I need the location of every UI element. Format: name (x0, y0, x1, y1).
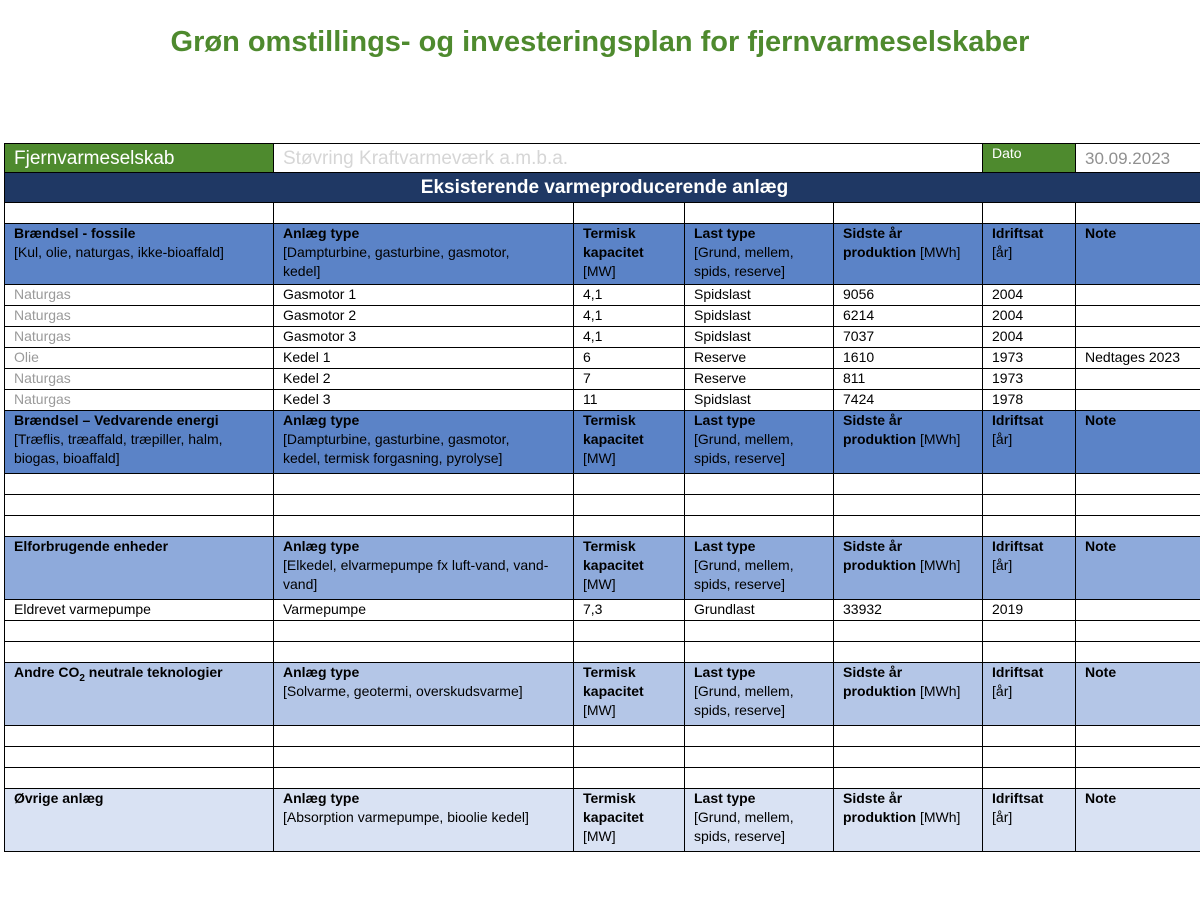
group-title-cell (5, 663, 274, 726)
plant-type-cell[interactable]: Gasmotor 3 (274, 327, 574, 348)
empty-cell[interactable] (574, 768, 685, 789)
type-header-label: Anlæg type (283, 538, 360, 554)
load-header (685, 663, 834, 726)
production-header (834, 411, 983, 474)
capacity-header-unit: [MW] (583, 263, 616, 279)
note-cell[interactable] (1076, 306, 1200, 327)
empty-cell[interactable] (5, 621, 274, 642)
empty-cell[interactable] (1076, 621, 1200, 642)
production-cell[interactable]: 7424 (834, 390, 983, 411)
capacity-cell[interactable]: 6 (574, 348, 685, 369)
production-cell[interactable]: 33932 (834, 600, 983, 621)
note-header-label: Note (1085, 225, 1117, 241)
capacity-header-label: Termisk (583, 664, 636, 680)
load-header-sub: [Grund, mellem, (694, 809, 794, 825)
production-header (834, 789, 983, 852)
group-title-cell (5, 537, 274, 600)
empty-cell[interactable] (1076, 642, 1200, 663)
capacity-header-label: kapacitet (583, 244, 644, 260)
production-cell[interactable]: 1610 (834, 348, 983, 369)
year-header-unit: [år] (992, 557, 1013, 573)
capacity-header-label: kapacitet (583, 557, 644, 573)
plant-type-cell[interactable]: Varmepumpe (274, 600, 574, 621)
year-cell[interactable]: 2004 (983, 285, 1076, 306)
plant-type-cell[interactable]: Kedel 3 (274, 390, 574, 411)
year-header (983, 663, 1076, 726)
empty-cell[interactable] (274, 495, 574, 516)
production-header (834, 663, 983, 726)
year-header-label: Idriftsat (992, 664, 1044, 680)
capacity-header-label: kapacitet (583, 809, 644, 825)
group-header-elforbrug (5, 537, 1200, 600)
empty-cell[interactable] (834, 474, 983, 495)
year-header-unit: [år] (992, 431, 1013, 447)
production-cell[interactable]: 7037 (834, 327, 983, 348)
capacity-header-unit: [MW] (583, 702, 616, 718)
group-title: Brændsel - fossile (14, 225, 136, 241)
year-cell[interactable]: 1978 (983, 390, 1076, 411)
empty-cell[interactable] (5, 726, 274, 747)
note-header (1076, 537, 1200, 600)
load-header (685, 411, 834, 474)
empty-row (5, 726, 1200, 747)
group-header-vedvarende (5, 411, 1200, 474)
empty-cell[interactable] (1076, 768, 1200, 789)
empty-cell[interactable] (5, 768, 274, 789)
empty-cell[interactable] (834, 768, 983, 789)
empty-cell[interactable] (574, 495, 685, 516)
note-header (1076, 224, 1200, 285)
load-type-cell[interactable]: Spidslast (685, 327, 834, 348)
capacity-header (574, 411, 685, 474)
type-header-sub: [Elkedel, elvarmepumpe fx luft-vand, vand- (283, 557, 549, 573)
table-row (5, 369, 1200, 390)
type-header (274, 411, 574, 474)
note-header-label: Note (1085, 412, 1117, 428)
type-header (274, 663, 574, 726)
load-header-label: Last type (694, 790, 756, 806)
empty-cell[interactable] (274, 203, 574, 224)
empty-row (5, 747, 1200, 768)
note-header (1076, 789, 1200, 852)
empty-cell[interactable] (834, 203, 983, 224)
empty-cell[interactable] (983, 621, 1076, 642)
group-title-cell (5, 789, 274, 852)
empty-cell[interactable] (274, 642, 574, 663)
production-header-unit: [MWh] (920, 683, 961, 699)
empty-cell[interactable] (685, 621, 834, 642)
empty-cell[interactable] (5, 642, 274, 663)
year-header-unit: [år] (992, 809, 1013, 825)
load-header-sub: spids, reserve] (694, 450, 786, 466)
fuel-cell[interactable]: Naturgas (5, 369, 274, 390)
empty-cell[interactable] (685, 747, 834, 768)
note-cell[interactable] (1076, 369, 1200, 390)
empty-cell[interactable] (274, 726, 574, 747)
page-title: Grøn omstillings- og investeringsplan for fjernvarmeselskaber (170, 26, 1030, 58)
production-header (834, 537, 983, 600)
capacity-header-label: kapacitet (583, 683, 644, 699)
load-header-sub: spids, reserve] (694, 576, 786, 592)
load-type-cell[interactable]: Spidslast (685, 390, 834, 411)
year-header (983, 789, 1076, 852)
empty-cell[interactable] (983, 747, 1076, 768)
empty-cell[interactable] (1076, 474, 1200, 495)
fuel-cell[interactable]: Naturgas (5, 390, 274, 411)
elforbrug-rows (5, 600, 1200, 621)
type-header-sub: kedel] (283, 263, 321, 279)
year-header-label: Idriftsat (992, 412, 1044, 428)
empty-row (5, 516, 1200, 537)
load-header-sub: spids, reserve] (694, 702, 786, 718)
production-header-unit: [MWh] (920, 809, 961, 825)
load-header-sub: spids, reserve] (694, 828, 786, 844)
load-header-label: Last type (694, 664, 756, 680)
empty-cell[interactable] (574, 747, 685, 768)
capacity-cell[interactable]: 11 (574, 390, 685, 411)
load-type-cell[interactable]: Reserve (685, 348, 834, 369)
table-row (5, 600, 1200, 621)
group-title-cell (5, 224, 274, 285)
company-label: Fjernvarmeselskab (5, 144, 274, 173)
capacity-header-label: Termisk (583, 538, 636, 554)
load-header-sub: [Grund, mellem, (694, 431, 794, 447)
year-cell[interactable]: 2019 (983, 600, 1076, 621)
andre-rows (5, 726, 1200, 789)
production-header-label: Sidste år (843, 664, 903, 680)
empty-cell[interactable] (274, 516, 574, 537)
load-header (685, 224, 834, 285)
date-field[interactable]: 30.09.2023 (1076, 144, 1200, 173)
capacity-header-label: kapacitet (583, 431, 644, 447)
group-subtitle: biogas, bioaffald] (14, 450, 120, 466)
load-header-label: Last type (694, 538, 756, 554)
elforbrug-blank-rows (5, 621, 1200, 663)
production-header-label: produktion (843, 683, 917, 699)
type-header-label: Anlæg type (283, 664, 360, 680)
load-type-cell[interactable]: Spidslast (685, 285, 834, 306)
capacity-cell[interactable]: 7,3 (574, 600, 685, 621)
empty-cell[interactable] (685, 726, 834, 747)
empty-cell[interactable] (5, 747, 274, 768)
empty-row (5, 203, 1200, 224)
empty-row (5, 495, 1200, 516)
fuel-cell[interactable]: Eldrevet varmepumpe (5, 600, 274, 621)
empty-cell[interactable] (983, 203, 1076, 224)
empty-cell[interactable] (574, 726, 685, 747)
empty-cell[interactable] (834, 726, 983, 747)
type-header (274, 789, 574, 852)
year-header-label: Idriftsat (992, 790, 1044, 806)
type-header-sub: kedel, termisk forgasning, pyrolyse] (283, 450, 503, 466)
empty-cell[interactable] (685, 768, 834, 789)
capacity-header-label: Termisk (583, 412, 636, 428)
group-subtitle: [Træflis, træaffald, træpiller, halm, (14, 431, 223, 447)
empty-cell[interactable] (834, 516, 983, 537)
type-header-sub: [Dampturbine, gasturbine, gasmotor, (283, 431, 510, 447)
load-type-cell[interactable]: Grundlast (685, 600, 834, 621)
empty-cell[interactable] (834, 495, 983, 516)
plant-type-cell[interactable]: Gasmotor 1 (274, 285, 574, 306)
empty-row (5, 642, 1200, 663)
load-type-cell[interactable]: Reserve (685, 369, 834, 390)
table-row (5, 390, 1200, 411)
capacity-header-label: Termisk (583, 225, 636, 241)
year-header (983, 537, 1076, 600)
empty-cell[interactable] (983, 726, 1076, 747)
table-row (5, 348, 1200, 369)
empty-cell[interactable] (1076, 203, 1200, 224)
empty-cell[interactable] (274, 768, 574, 789)
group-title: neutrale teknologier (84, 664, 223, 680)
empty-cell[interactable] (834, 642, 983, 663)
year-header (983, 411, 1076, 474)
empty-cell[interactable] (5, 203, 274, 224)
production-header-label: produktion (843, 809, 917, 825)
empty-cell[interactable] (1076, 516, 1200, 537)
empty-cell[interactable] (983, 516, 1076, 537)
vedvarende-rows (5, 474, 1200, 537)
capacity-header-unit: [MW] (583, 828, 616, 844)
load-header-label: Last type (694, 225, 756, 241)
plant-type-cell[interactable]: Kedel 2 (274, 369, 574, 390)
capacity-header (574, 537, 685, 600)
note-cell[interactable]: Nedtages 2023 (1076, 348, 1200, 369)
group-subtitle: [Kul, olie, naturgas, ikke-bioaffald] (14, 244, 224, 260)
plant-type-cell[interactable]: Kedel 1 (274, 348, 574, 369)
note-header-label: Note (1085, 664, 1117, 680)
empty-cell[interactable] (574, 203, 685, 224)
group-title: Andre CO (14, 664, 80, 680)
production-header-label: produktion (843, 431, 917, 447)
production-header-label: produktion (843, 557, 917, 573)
production-cell[interactable]: 811 (834, 369, 983, 390)
section-title-row (5, 173, 1200, 203)
group-header-andre (5, 663, 1200, 726)
year-cell[interactable]: 2004 (983, 306, 1076, 327)
capacity-header-unit: [MW] (583, 450, 616, 466)
load-header-label: Last type (694, 412, 756, 428)
production-cell[interactable]: 6214 (834, 306, 983, 327)
company-header-row (5, 144, 1200, 173)
empty-cell[interactable] (574, 621, 685, 642)
note-cell[interactable] (1076, 600, 1200, 621)
type-header-sub: [Dampturbine, gasturbine, gasmotor, (283, 244, 510, 260)
group-title-cell (5, 411, 274, 474)
fuel-cell[interactable]: Naturgas (5, 285, 274, 306)
capacity-cell[interactable]: 7 (574, 369, 685, 390)
note-header-label: Note (1085, 790, 1117, 806)
production-header-label: Sidste år (843, 412, 903, 428)
empty-cell[interactable] (574, 516, 685, 537)
fuel-cell[interactable]: Olie (5, 348, 274, 369)
empty-cell[interactable] (1076, 747, 1200, 768)
type-header-sub: vand] (283, 576, 318, 592)
empty-row (5, 621, 1200, 642)
empty-row (5, 768, 1200, 789)
empty-cell[interactable] (685, 642, 834, 663)
capacity-header (574, 224, 685, 285)
empty-cell[interactable] (983, 474, 1076, 495)
capacity-header (574, 789, 685, 852)
type-header (274, 537, 574, 600)
year-header-label: Idriftsat (992, 538, 1044, 554)
production-header (834, 224, 983, 285)
empty-row (5, 474, 1200, 495)
table-row (5, 285, 1200, 306)
production-header-unit: [MWh] (920, 244, 961, 260)
type-header-label: Anlæg type (283, 790, 360, 806)
empty-cell[interactable] (5, 495, 274, 516)
empty-cell[interactable] (983, 768, 1076, 789)
empty-cell[interactable] (274, 474, 574, 495)
empty-cell[interactable] (834, 747, 983, 768)
load-header-sub: [Grund, mellem, (694, 557, 794, 573)
empty-cell[interactable] (685, 516, 834, 537)
production-header-label: Sidste år (843, 225, 903, 241)
group-title: Brændsel – Vedvarende energi (14, 412, 219, 428)
production-header-label: Sidste år (843, 538, 903, 554)
type-header-sub: [Solvarme, geotermi, overskudsvarme] (283, 683, 523, 699)
type-header-label: Anlæg type (283, 412, 360, 428)
type-header (274, 224, 574, 285)
empty-cell[interactable] (983, 495, 1076, 516)
table-row (5, 327, 1200, 348)
load-header-sub: spids, reserve] (694, 263, 786, 279)
group-title: Elforbrugende enheder (14, 538, 169, 554)
fuel-cell[interactable]: Naturgas (5, 327, 274, 348)
production-header-label: produktion (843, 244, 917, 260)
empty-cell[interactable] (834, 621, 983, 642)
load-header (685, 537, 834, 600)
empty-cell[interactable] (574, 474, 685, 495)
load-header-sub: [Grund, mellem, (694, 683, 794, 699)
load-header (685, 789, 834, 852)
plant-type-cell[interactable]: Gasmotor 2 (274, 306, 574, 327)
fuel-cell[interactable]: Naturgas (5, 306, 274, 327)
type-header-label: Anlæg type (283, 225, 360, 241)
group-title-subscript: 2 (79, 672, 85, 684)
group-header-fossile (5, 224, 1200, 285)
section-title: Eksisterende varmeproducerende anlæg (5, 173, 1200, 203)
year-header-unit: [år] (992, 683, 1013, 699)
capacity-cell[interactable]: 4,1 (574, 327, 685, 348)
group-title: Øvrige anlæg (14, 790, 104, 806)
production-header-unit: [MWh] (920, 557, 961, 573)
group-header-oevrige (5, 789, 1200, 852)
note-header-label: Note (1085, 538, 1117, 554)
empty-cell[interactable] (1076, 495, 1200, 516)
note-cell[interactable] (1076, 285, 1200, 306)
empty-cell[interactable] (274, 621, 574, 642)
empty-cell[interactable] (5, 516, 274, 537)
production-header-unit: [MWh] (920, 431, 961, 447)
production-cell[interactable]: 9056 (834, 285, 983, 306)
year-cell[interactable]: 2004 (983, 327, 1076, 348)
note-header (1076, 411, 1200, 474)
empty-cell[interactable] (983, 642, 1076, 663)
company-name-field[interactable]: Støvring Kraftvarmeværk a.m.b.a. (274, 144, 983, 173)
type-header-sub: [Absorption varmepumpe, bioolie kedel] (283, 809, 529, 825)
fossile-rows (5, 285, 1200, 411)
empty-cell[interactable] (574, 642, 685, 663)
plant-table (4, 143, 1200, 852)
year-header-unit: [år] (992, 244, 1013, 260)
note-cell[interactable] (1076, 327, 1200, 348)
empty-cell[interactable] (685, 474, 834, 495)
capacity-header-label: Termisk (583, 790, 636, 806)
year-cell[interactable]: 1973 (983, 348, 1076, 369)
table-row (5, 306, 1200, 327)
empty-cell[interactable] (1076, 726, 1200, 747)
empty-cell[interactable] (274, 747, 574, 768)
capacity-cell[interactable]: 4,1 (574, 285, 685, 306)
capacity-header (574, 663, 685, 726)
capacity-cell[interactable]: 4,1 (574, 306, 685, 327)
date-label: Dato (983, 144, 1076, 173)
year-header-label: Idriftsat (992, 225, 1044, 241)
production-header-label: Sidste år (843, 790, 903, 806)
empty-cell[interactable] (685, 495, 834, 516)
empty-cell[interactable] (685, 203, 834, 224)
year-cell[interactable]: 1973 (983, 369, 1076, 390)
year-header (983, 224, 1076, 285)
load-type-cell[interactable]: Spidslast (685, 306, 834, 327)
empty-cell[interactable] (5, 474, 274, 495)
note-header (1076, 663, 1200, 726)
note-cell[interactable] (1076, 390, 1200, 411)
capacity-header-unit: [MW] (583, 576, 616, 592)
load-header-sub: [Grund, mellem, (694, 244, 794, 260)
